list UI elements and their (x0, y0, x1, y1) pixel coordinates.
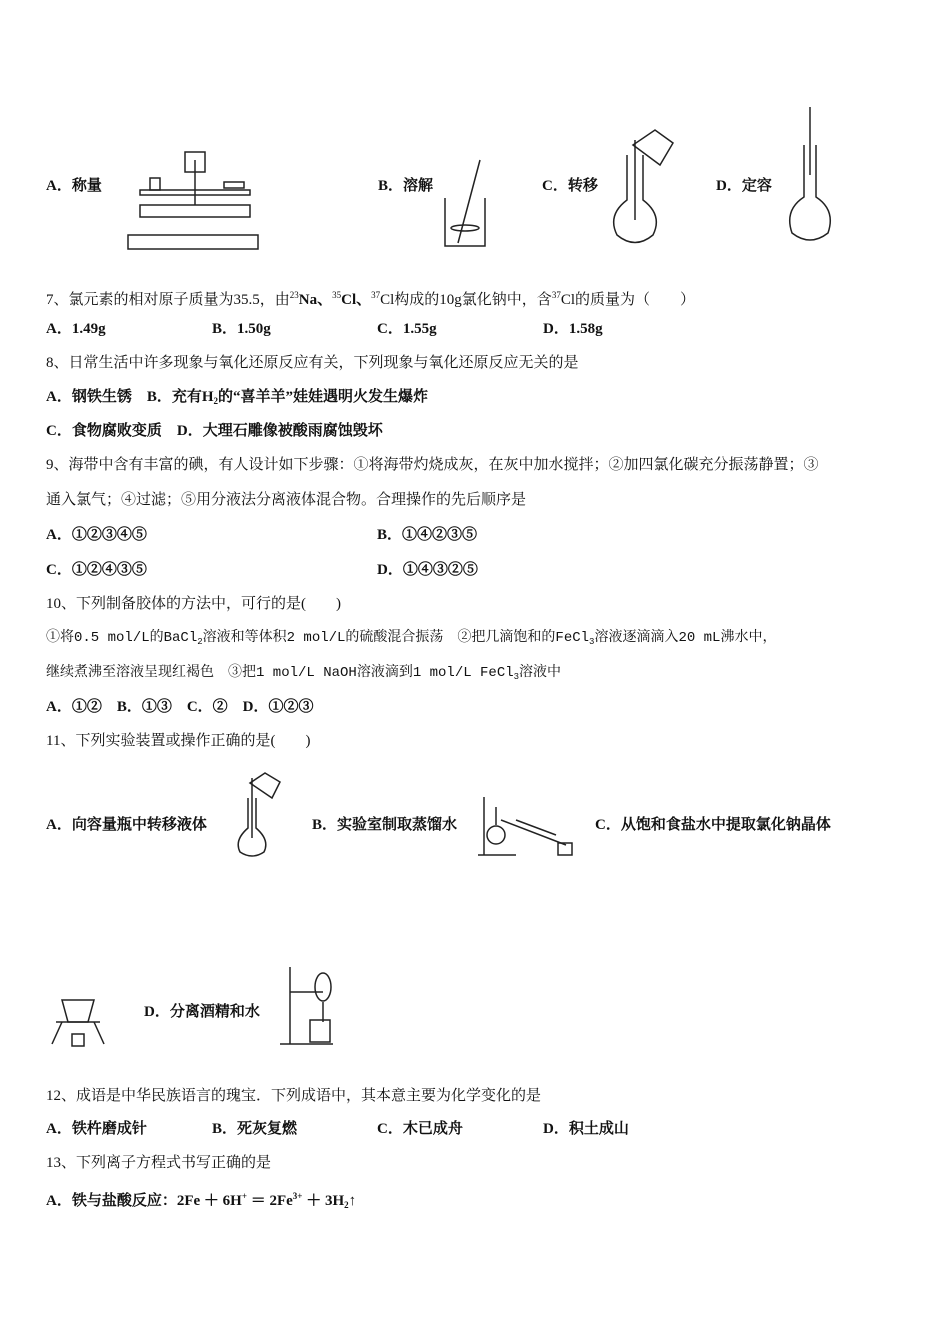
q13-stem: 13、下列离子方程式书写正确的是 (46, 1155, 272, 1171)
q10-item-line2: 继续煮沸至溶液呈现红褐色 ③把1 mol/L NaOH溶液滴到1 mol/L FeCl$_3$溶液中 (46, 665, 562, 682)
q12-option-c: C．木已成舟 (377, 1121, 463, 1137)
q9-option-b: B．①④②③⑤ (377, 527, 478, 543)
flask-transfer-image (230, 768, 285, 860)
q9-stem-line2: 通入氯气；④过滤；⑤用分液法分离液体混合物。合理操作的先后顺序是 (46, 492, 527, 508)
balance-image (120, 150, 265, 255)
q9-option-c: C．①②④③⑤ (46, 562, 147, 578)
beaker-stirring-image (440, 158, 490, 250)
q7-stem: 7、氯元素的相对原子质量为35.5，由$^{23}$Na、$^{35}$Cl、$^{37}$Cl构成的10g氯化钠中，含$^{37}$Cl的质量为（ ） (46, 290, 695, 308)
separatory-funnel-image (278, 962, 338, 1050)
q12-option-d: D．积土成山 (543, 1121, 629, 1137)
q6-option-c: C．转移 (542, 178, 598, 194)
q7-option-c: C．1.55g (377, 321, 437, 337)
q7-option-b: B．1.50g (212, 321, 271, 337)
evaporation-apparatus-image (48, 992, 108, 1052)
q10-stem: 10、下列制备胶体的方法中，可行的是( ) (46, 596, 341, 612)
distillation-apparatus-image (476, 795, 578, 860)
q11-option-a: A．向容量瓶中转移液体 (46, 817, 207, 833)
q9-option-a: A．①②③④⑤ (46, 527, 147, 543)
q12-option-b: B．死灰复燃 (212, 1121, 298, 1137)
q13-option-a: A．铁与盐酸反应：$2Fe + 6H^+ = 2Fe^{3+}$ ＋ $3H_2↑$ (46, 1191, 357, 1210)
q7-option-d: D．1.58g (543, 321, 603, 337)
transfer-flask-image (605, 125, 677, 250)
q11-stem: 11、下列实验装置或操作正确的是( ) (46, 733, 311, 749)
volumetric-flask-image (782, 105, 838, 247)
q11-option-c: C．从饱和食盐水中提取氯化钠晶体 (595, 817, 831, 833)
q9-option-d: D．①④③②⑤ (377, 562, 478, 578)
q9-stem-line1: 9、海带中含有丰富的碘，有人设计如下步骤：①将海带灼烧成灰，在灰中加水搅拌；②加四氯化碳充分振荡静置；③ (46, 457, 819, 473)
q7-option-a: A．1.49g (46, 321, 106, 337)
q11-option-b: B．实验室制取蒸馏水 (312, 817, 458, 833)
q11-option-d: D．分离酒精和水 (144, 1004, 260, 1020)
q8-options-cd: C．食物腐败变质 D．大理石雕像被酸雨腐蚀毁坏 (46, 423, 383, 439)
q8-options-ab: A．钢铁生锈 B．充有$H_2$的“喜羊羊”娃娃遇明火发生爆炸 (46, 389, 429, 406)
q12-stem: 12、成语是中华民族语言的瑰宝．下列成语中，其本意主要为化学变化的是 (46, 1088, 542, 1104)
q12-option-a: A．铁杵磨成针 (46, 1121, 147, 1137)
q6-option-d: D．定容 (716, 178, 772, 194)
q10-item-line1: ①将0.5 mol/L的BaCl$_2$溶液和等体积2 mol/L的硫酸混合振荡 ②把几滴饱和的FeCl$_3$溶液逐滴滴入20 mL沸水中， (46, 630, 777, 647)
q6-option-a: A．称量 (46, 178, 102, 194)
q6-option-b: B．溶解 (378, 178, 434, 194)
q10-options: A．①② B．①③ C．② D．①②③ (46, 699, 314, 715)
q8-stem: 8、日常生活中许多现象与氧化还原反应有关，下列现象与氧化还原反应无关的是 (46, 355, 579, 371)
